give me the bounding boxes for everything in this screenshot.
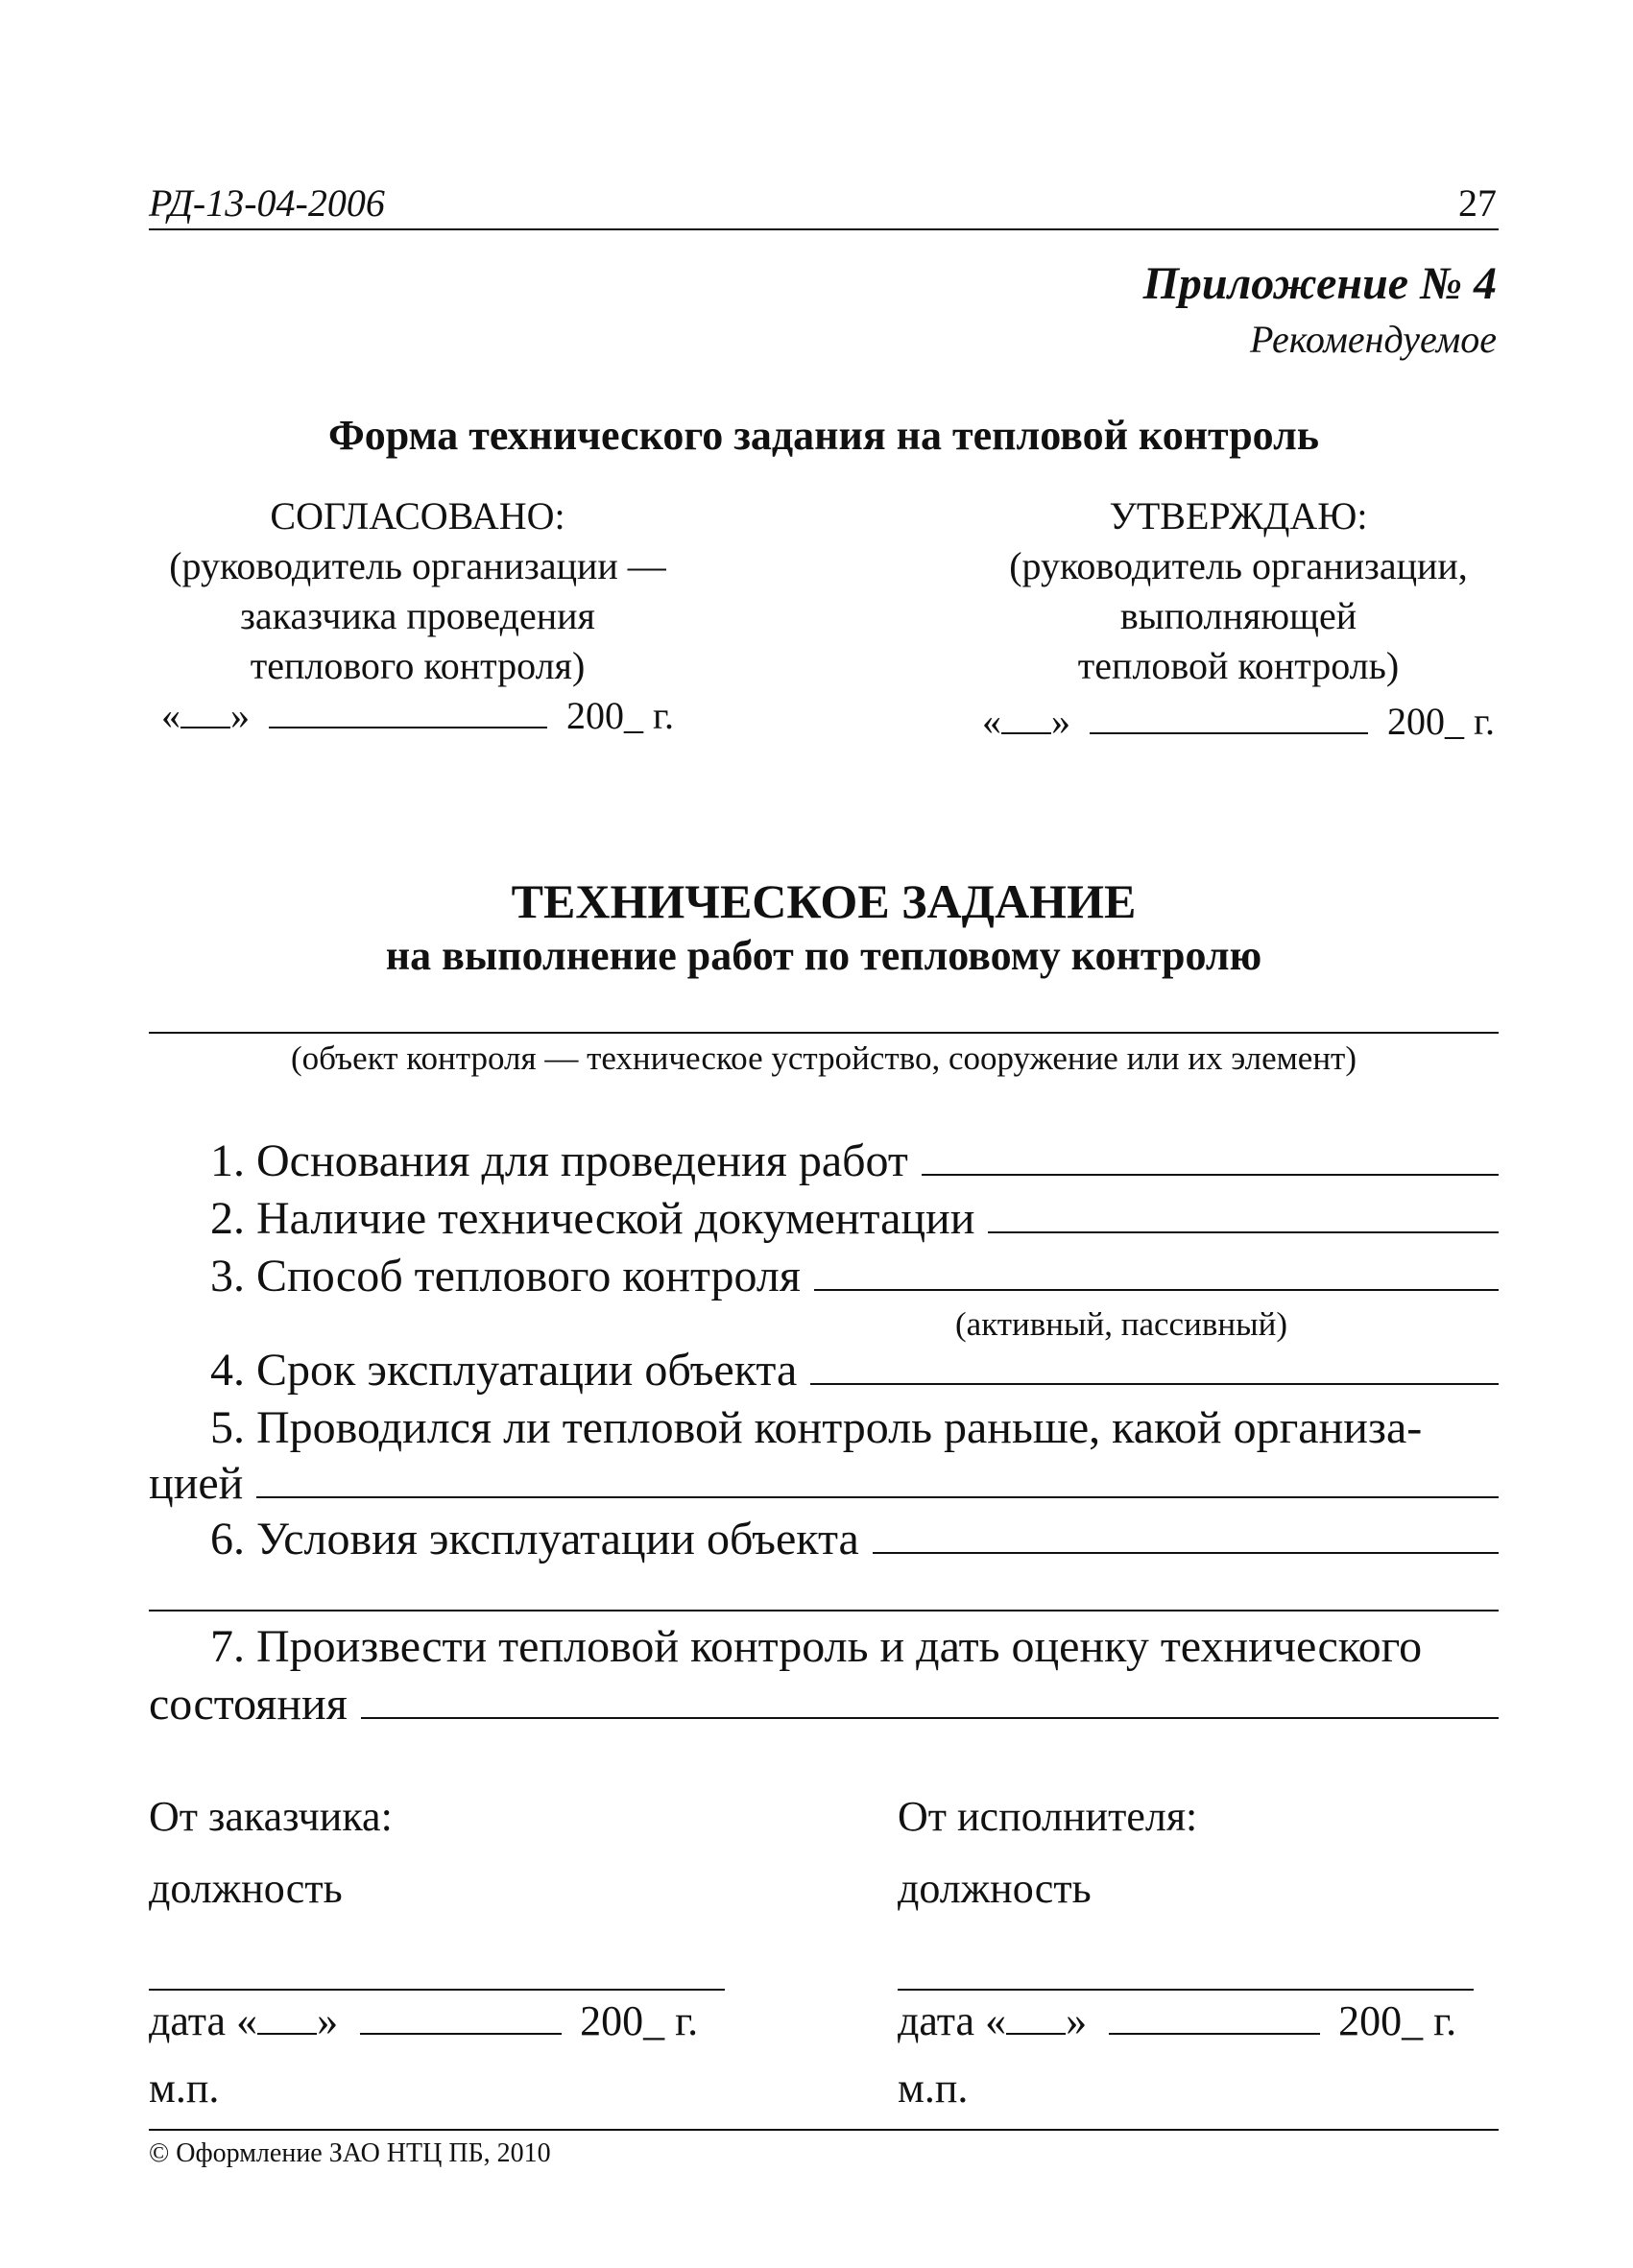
approved-date-close: »	[1051, 700, 1071, 743]
approved-role-line3: тепловой контроль)	[1077, 644, 1400, 687]
agreed-role-line2: заказчика проведения	[240, 594, 595, 637]
object-caption: (объект контроля — техническое устройство, сооружение или их элемент)	[290, 1039, 1357, 1077]
agreed-role-line1: (руководитель организации —	[169, 544, 666, 587]
item-7-line1: 7. Произвести тепловой контроль и дать оценку технического	[210, 1621, 1423, 1672]
item-6-field[interactable]	[873, 1551, 1499, 1554]
contractor-date-label: дата «	[898, 1997, 1007, 2044]
appendix-title: Приложение № 4	[1142, 258, 1497, 309]
contractor-month-blank[interactable]	[1109, 2032, 1320, 2035]
main-title: ТЕХНИЧЕСКОЕ ЗАДАНИЕ	[511, 874, 1137, 928]
customer-stamp: м.п.	[149, 2065, 220, 2112]
contractor-date	[898, 1996, 1456, 2045]
agreed-date-open: «	[161, 694, 181, 737]
form-title: Форма технического задания на тепловой контроль	[327, 412, 1320, 459]
approval-block-agreed	[144, 491, 691, 741]
approved-heading: УТВЕРЖДАЮ:	[1109, 494, 1368, 537]
page-number: 27	[1458, 181, 1497, 225]
approved-role-line1: (руководитель организации,	[1009, 544, 1468, 587]
approved-date-open: «	[982, 700, 1002, 743]
contractor-heading: От исполнителя:	[898, 1793, 1198, 1840]
customer-signature-line[interactable]	[149, 1989, 725, 1991]
header-divider	[149, 228, 1499, 230]
item-5-label: цией	[149, 1458, 244, 1509]
item-4-row	[149, 1344, 1499, 1397]
contractor-position-label: должность	[898, 1865, 1092, 1912]
item-5-field[interactable]	[256, 1495, 1499, 1498]
agreed-date	[144, 691, 691, 741]
customer-month-blank[interactable]	[360, 2032, 562, 2035]
customer-day-blank[interactable]	[257, 2032, 317, 2035]
item-2-field[interactable]	[988, 1230, 1499, 1233]
item-3-hint: (активный, пассивный)	[955, 1305, 1287, 1343]
contractor-day-blank[interactable]	[1006, 2032, 1066, 2035]
customer-heading: От заказчика:	[149, 1793, 393, 1840]
item-7-row	[149, 1678, 1499, 1731]
approved-month-blank[interactable]	[1090, 731, 1368, 734]
agreed-day-blank[interactable]	[180, 726, 230, 728]
item-1-field[interactable]	[922, 1173, 1499, 1176]
contractor-date-close: »	[1066, 1997, 1088, 2044]
customer-date-close: »	[317, 1997, 339, 2044]
contractor-signature-line[interactable]	[898, 1989, 1474, 1991]
agreed-year: 200_ г.	[566, 694, 674, 737]
agreed-month-blank[interactable]	[269, 726, 547, 728]
document-code: РД-13-04-2006	[149, 181, 385, 225]
item-3-row	[149, 1250, 1499, 1302]
approval-block-approved	[946, 491, 1531, 747]
customer-year: 200_ г.	[580, 1997, 699, 2044]
item-6-label: 6. Условия эксплуатации объекта	[210, 1514, 859, 1564]
item-4-field[interactable]	[810, 1382, 1499, 1385]
item-7-field[interactable]	[361, 1716, 1499, 1719]
approved-date	[946, 697, 1531, 747]
item-5-row	[149, 1457, 1499, 1510]
item-3-label: 3. Способ теплового контроля	[210, 1251, 801, 1301]
main-subtitle: на выполнение работ по тепловому контролю	[385, 932, 1262, 979]
item-2-label: 2. Наличие технической документации	[210, 1193, 975, 1244]
item-7-label: состояния	[149, 1679, 348, 1730]
item-1-row	[149, 1134, 1499, 1187]
approved-day-blank[interactable]	[1001, 731, 1051, 734]
item-6-extra-line[interactable]	[149, 1610, 1499, 1611]
contractor-stamp: м.п.	[898, 2065, 969, 2112]
approved-year: 200_ г.	[1387, 700, 1495, 743]
item-5-line1: 5. Проводился ли тепловой контроль раньше, какой организа-	[210, 1402, 1423, 1453]
object-line[interactable]	[149, 1032, 1499, 1034]
item-3-field[interactable]	[814, 1288, 1499, 1291]
approved-role-line2: выполняющей	[1119, 594, 1357, 637]
item-2-row	[149, 1192, 1499, 1245]
customer-date-label: дата «	[149, 1997, 258, 2044]
customer-position-label: должность	[149, 1865, 343, 1912]
item-1-label: 1. Основания для проведения работ	[210, 1135, 908, 1186]
agreed-heading: СОГЛАСОВАНО:	[270, 494, 565, 537]
appendix-status: Рекомендуемое	[1249, 318, 1497, 361]
customer-signature-block	[149, 1780, 393, 1924]
contractor-year: 200_ г.	[1338, 1997, 1457, 2044]
item-4-label: 4. Срок эксплуатации объекта	[210, 1345, 798, 1396]
agreed-date-close: »	[230, 694, 251, 737]
agreed-role-line3: теплового контроля)	[250, 644, 586, 687]
item-6-row	[149, 1513, 1499, 1565]
contractor-signature-block	[898, 1780, 1197, 1924]
footer-divider	[149, 2129, 1499, 2131]
customer-date	[149, 1996, 698, 2045]
footer-copyright: © Оформление ЗАО НТЦ ПБ, 2010	[149, 2138, 551, 2168]
